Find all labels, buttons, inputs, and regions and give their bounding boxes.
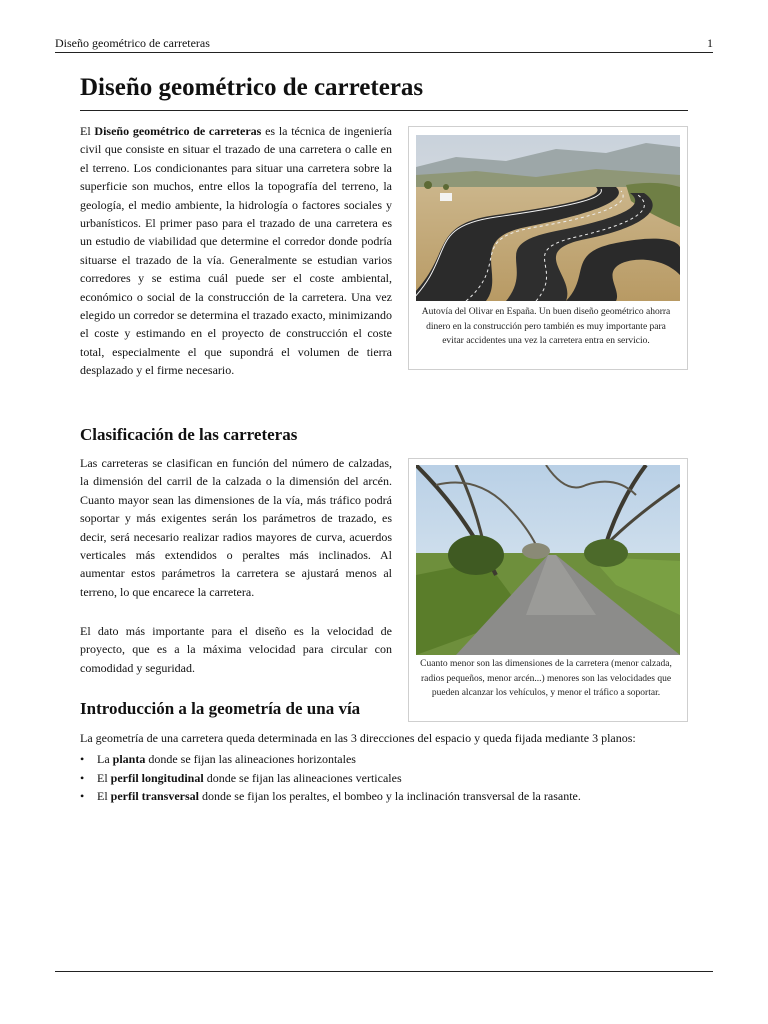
page-title: Diseño geométrico de carreteras — [80, 72, 688, 111]
highway-photo — [416, 135, 680, 301]
page-number: 1 — [707, 36, 713, 50]
figure-highway — [408, 126, 688, 370]
intro-term: Diseño geométrico de carreteras — [94, 124, 262, 138]
running-header-title: Diseño geométrico de carreteras — [55, 36, 210, 50]
list-item: • El perfil transversal donde se fijan los peraltes, el bombeo y la inclinación transversal de la rasante. — [80, 787, 710, 806]
planes-list — [80, 750, 710, 806]
country-road-photo — [416, 465, 680, 655]
figure-country-road — [408, 458, 688, 722]
figure-country-road-caption: Cuanto menor son las dimensiones de la carretera (menor calzada, radios pequeños, menor arcén...) menores son las velocidades que pueden alcanzar los vehículos, y menor el tráfico a soportar. — [420, 659, 672, 698]
section-clasificacion-paragraph-2: El dato más importante para el diseño es la velocidad de proyecto, que es a la máxima velocidad para circular con comodidad y seguridad. — [80, 624, 392, 675]
footer-rule — [55, 971, 713, 972]
section-heading-introduccion: Introducción a la geometría de una vía — [80, 699, 361, 718]
figure-highway-caption: Autovía del Olivar en España. Un buen diseño geométrico ahorra dinero en la construcción pero también es muy importante para evitar accidentes una vez la carretera entra en servicio. — [421, 307, 671, 346]
section-clasificacion-paragraph-1: Las carreteras se clasifican en función del número de calzadas, la dimensión del carril de la calzada o la dimensión del arcén. Cuanto mayor sean las dimensiones de la vía, más tráfico podrá soportar y más exigentes serán los parámetros de trazado, es decir, será necesario realizar radios mayores de curva, acuerdos verticales más extendidos o peraltes más inclinados. Al aumentar estos parámetros la carretera se ajustará menos al terreno, lo que encarece la carretera. — [80, 456, 392, 599]
section-heading-clasificacion: Clasificación de las carreteras — [80, 425, 298, 444]
section-introduccion-paragraph: La geometría de una carretera queda determinada en las 3 direcciones del espacio y queda fijada mediante 3 planos: — [80, 731, 636, 745]
list-item: • El perfil longitudinal donde se fijan las alineaciones verticales — [80, 769, 710, 788]
list-item: • La planta donde se fijan las alineaciones horizontales — [80, 750, 710, 769]
intro-paragraph: El Diseño geométrico de carreteras es la técnica de ingeniería civil que consiste en situar el trazado de una carretera o calle en el terreno. Los condicionantes para situar una carretera sobre la superficie son muchos, entre ellos la topografía del terreno, la geología, el medio ambiente, la hidrología o factores sociales y urbanísticos. El primer paso para el trazado de una carretera es un estudio de viabilidad que determine el corredor donde podría situarse el trazado de la vía. Generalmente se estudian varios corredores y se estima cuál puede ser el coste ambiental, económico o social de la construcción de la carretera. Una vez elegido un corredor se determina el trazado exacto, minimizando el coste y estimando en el proyecto de construcción el coste total, especialmente el que supondrá el volumen de tierra desplazado y el firme necesario. — [80, 124, 392, 378]
running-header — [55, 34, 713, 53]
